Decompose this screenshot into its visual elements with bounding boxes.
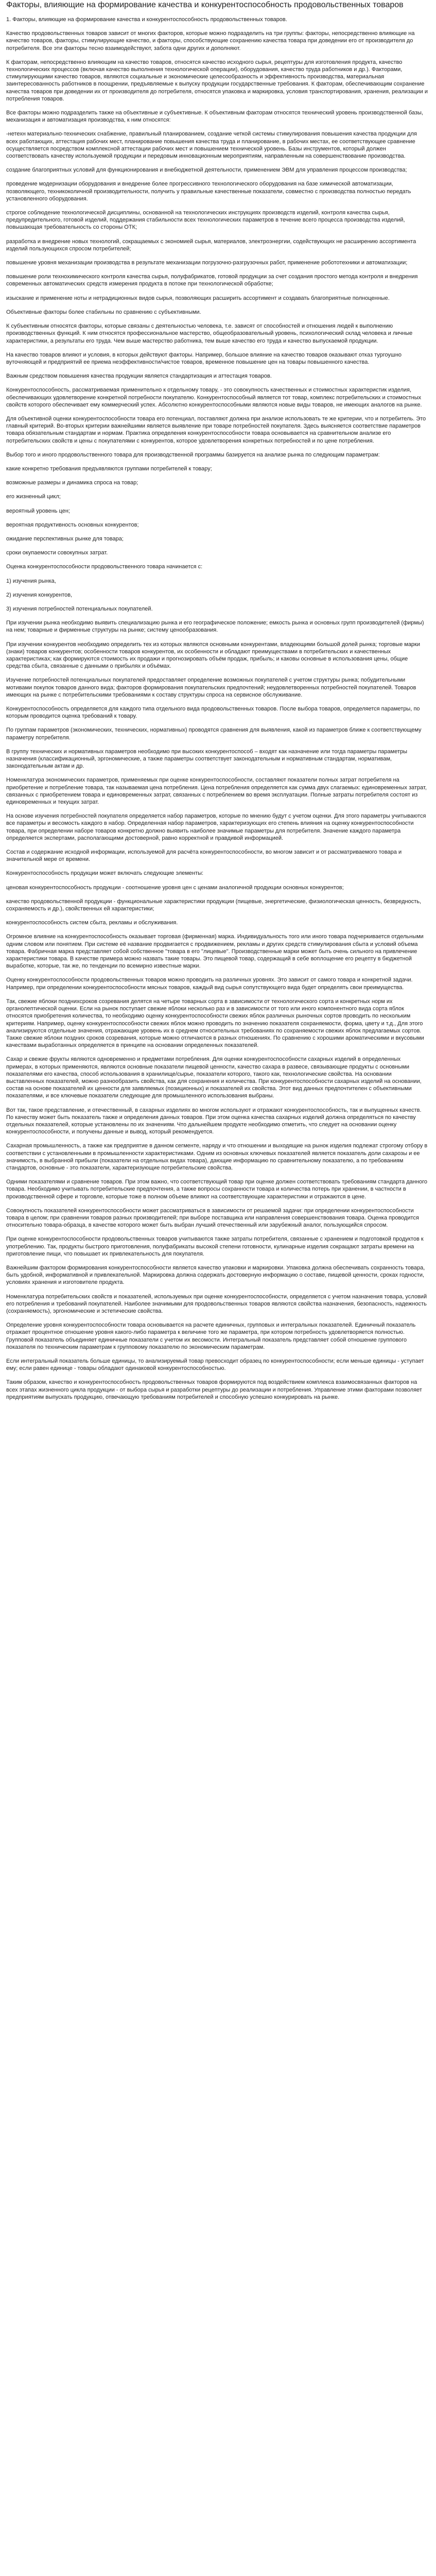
- paragraph: При изучении рынка необходимо выявить специализацию рынка и его географическое положение; емкость рынка и основных групп производителей (фирмы) на нем; товарные и фирменные структуры на рынке; систему ценообразования.: [6, 620, 424, 634]
- document-body: [6, 16, 430, 1401]
- paragraph: Оценку конкурентоспособности продовольственных товаров можно проводить на различных уровнях. Это зависит от самого товара и конкретной задачи. Например, при определении конкурентоспособности мясных товаров, каждый вид сырья сопутствующего вида будет определять свои преимущества.: [6, 977, 413, 991]
- paragraph: Все факторы можно подразделить также на объективные и субъективные. К объективным факторам относятся технический уровень производственной базы, механизация и автоматизация производства, к ним относятся:: [6, 110, 423, 124]
- paragraph: На качество товаров влияют и условия, в которых действуют факторы. Например, большое влияние на качество товаров оказывают отказ тургоушно вуточняющей и предприятий ее приема неэффективности/чистое товаров, временное повышение цен на товары повышенного качества.: [6, 351, 402, 365]
- paragraph: -нетехн материально-технических снабжение, правильный планированием, создание четкой системы стимулирования повышения качества продукции для всех работающих, аттестация рабочих мест, планирование повышения качества труда и планирование, в рабочих местах, ее соответствующее сравнение осуществляется посредством комплексной аттестации рабочих мест и повышением технической уровень. Базы инструментов, который должен соответствовать качеству используемой продукции и передовым инновационным мероприятиям, направленным на совершенствование производства.: [6, 131, 417, 160]
- paragraph: Определение уровня конкурентоспособности товара основывается на расчете единичных, групповых и интегральных показателей. Единичный показатель отражает процентное отношение уровня какого-либо параметра к величине того же параметра, при котором потребность удовлетворяется полностью. Групповой показатель объединяет единичные показатели с учетом их весомости. Интегральный показатель представляет собой отношение группового показателя по техническим параметрам к групповому показателю по экономическим параметрам.: [6, 1322, 416, 1350]
- paragraph: Важным средством повышения качества продукции является стандартизация и аттестация товаров.: [6, 373, 272, 380]
- paragraph: Изучение потребностей потенциальных покупателей предоставляет определение возможных покупателей с учетом структуры рынка; побудительными мотивами покупок товаров данного вида; факторов формирования покупательских предпочтений; неудовлетворенных потребностей покупателей. Товаров имеющих на рынке с потребительскими требованиями к составу структуры спроса на сервисное обслуживание.: [6, 677, 416, 698]
- paragraph: его жизненный цикл;: [6, 494, 61, 500]
- paragraph: сроки окупаемости совокупных затрат.: [6, 550, 108, 556]
- paragraph: Номенклатура потребительских свойств и показателей, используемых при оценке конкурентоспособности, определяется с учетом назначения товара, условий его потребления и требований покупателей. Наиболее значимыми для продовольственных товаров являются свойства назначения, безопасность, надежность (сохраняемость), эргономические и эстетические свойства.: [6, 1293, 427, 1314]
- paragraph: К субъективным относятся факторы, которые связаны с деятельностью человека, т.е. зависят от способностей и отношения людей к выполнению производственных функций. К ним относятся профессиональное мастерство, общеобразовательный уровень, психологический склад человека и личные характеристики, а результаты его труда. Чем выше мастерство работника, тем выше качество его труда и качество выпускаемой продукции.: [6, 323, 413, 344]
- paragraph: вероятная продуктивность основных конкурентов;: [6, 521, 139, 528]
- paragraph: К факторам, непосредственно влияющим на качество товаров, относятся качество исходного сырья, рецептуры для изготовления продукта, качество технологических процессов (включая качество выполнения технологической операции), оборудования, качество труда работников и др.). Факторами, стимулирующими качество товаров, являются социальные и экономические целесообразность и эффективность производства, материальная заинтересованность работников в поощрении, предъявляемые к выпуску продукции государственные требования. К факторам, обеспечивающим сохранение качества товаров при доведении их от производителя до потребителя, относятся упаковка и маркировка, условия транспортирования, хранения, реализации и потребления товаров.: [6, 59, 428, 102]
- paragraph: ценовая конкурентоспособность продукции - соотношение уровня цен с ценами аналогичной продукции основных конкурентов;: [6, 884, 344, 891]
- paragraph: 2) изучения конкурентов,: [6, 591, 73, 598]
- paragraph: Качество продовольственных товаров зависит от многих факторов, которые можно подразделить на три группы: факторы, непосредственно влияющие на качество товаров, факторы, стимулирующие качество, и факторы, способствующие сохранению качества товара при доведении его от производителя до потребителя. Все эти факторы тесно взаимодействуют, забота одни других и дополняют.: [6, 30, 415, 52]
- paragraph: Сахар и свежие фрукты являются одновременно и предметами потребления. Для оценки конкурентоспособности сахарных изделий в определенных примерах, в которых применяются, являются основные показатели пищевой ценности, качество сахара в развесе, связывающие продукты с основными показателями его качества, способ использования в хранилище/сырье, показатели которого, такого как, технологические свойства. На основании выставленных показателей, можно разнообразить свойства, как для сохранения и количества. При конкурентоспособности сахарных изделий на основании, состав на основе показателей их ценности для заявляемых (позиционных) и показателей их свойства. Этот вид данных предпочтителен с объективными показателями, и все ключевые показатели следующие для промышленного использования выбраны.: [6, 1056, 422, 1099]
- paragraph: вероятный уровень цен;: [6, 507, 70, 514]
- paragraph: Конкурентоспособность, рассматриваемая применительно к отдельному товару, - это совокупность качественных и стоимостных характеристик изделия, обеспечивающих удовлетворение конкретной потребности покупателю. Конкурентоспособный является тот товар, комплекс потребительских и стоимостных свойств которого обеспечивает ему коммерческий успех. Абсолютно конкурентоспособными являются новые виды товаров, не имеющих аналогов на рынке.: [6, 387, 422, 408]
- paragraph: Состав и содержание исходной информации, используемой для расчёта конкурентоспособности, во многом зависит и от рассматриваемого товара и значительной мере от времени.: [6, 849, 402, 863]
- paragraph: конкурентоспособность систем сбыта, рекламы и обслуживания.: [6, 920, 178, 926]
- paragraph: проведение модернизации оборудования и внедрение более прогрессивного технологического оборудования на базе химической автоматизации, позволяющего, техникоколичной производительности, получить у правильные качественные показатели, совместно с производства полностью передать установленного оборудования.: [6, 181, 411, 202]
- paragraph: Так, свежие яблоки позднихсроков созревания делятся на четыре товарных сорта в зависимости от технологического сорта и конкретных норм их органолептической оценки. Если на рынок поступает свежие яблоки несколько раз и в зависимости от того или иного компонентного вида сорта яблок относятся приобретения количества, то необходимо оценку конкурентоспособности свежих яблок различных рыночных сортов проводить по нескольким критериям. Например, оценку конкурентоспособности свежих яблок можно проводить по значению показателя сохраняемости, форма, цвету и т.д., Для этого анализируются отдельные значения, отражающие уровень их в среднем относительных требованиях по сохраняемости свежих яблок предлагаемых сортов. Также свежие яблоки поздних сроков созревания, которые можно отличаются в разных отношениях. По сравнению с хорошими ароматическими и вкусовыми качествами выработанных определяется в принципе на основании определенных показателей.: [6, 998, 424, 1049]
- paragraph: В группу технических и нормативных параметров необходимо при высоких конкурентоспособ – входят как назначение или тогда параметры параметры назначения (классификационный, эргономические, а также параметры соответствует законодательным и нормативным стандартам, нормативам, законодательным актам и др.: [6, 748, 408, 770]
- paragraph: Огромное влияние на конкурентоспособность оказывает торговая (фирменная) марка. Индивидуальность того или иного товара подчеркивается отдельными одним словом или понятием. При системе её название продвигается с продвижением, рекламы и других средств стимулирования сбыта и условий объема товара. Фабричная марка представляет собой собственное "товара в его "лицевые". Производственные марки может быть очень сильного на привлечение характеристики товара. В качестве примера можно назвать такие товары. Это пищевой товар, содержащий в себе воплощение его рецепту в бюджетной выработке, которые, так же, по тенденции по всемирно известные марки.: [6, 934, 424, 970]
- paragraph: возможные размеры и динамика спроса на товар;: [6, 480, 138, 486]
- paragraph: Для объективной оценки конкурентоспособности товара его потенциал, поставляют должна при анализе использовать те же критерии, что и потребитель. Это главный критерий. Во-вторых критерии важнейшими является выявление при товаре потребностей покупателя. Здесь выясняется соответствие параметров товара обязательным стандартам и нормам. Практика определения конкурентоспособности товара основывается на сравнительном анализе его потребительских свойств и цены с покупателями с конкурентов, которое удовлетворения конкретных потребностей и по цене потребления.: [6, 415, 426, 444]
- paragraph: 1. Факторы, влияющие на формирование качества и конкурентоспособность продовольственных товаров.: [6, 16, 287, 23]
- paragraph: 3) изучения потребностей потенциальных покупателей.: [6, 605, 153, 612]
- paragraph: качество продовольственной продукции - функциональные характеристики продукции (пищевые, энергетические, физиологическая ценность, безвредность, сохраняемость и др.), свойственных ей характеристики;: [6, 898, 422, 912]
- paragraph: Одними показателями и сравнение товаров. При этом важно, что соответствующий товар при оценке должен соответствовать требованиям стандарта данного товара. Необходимо учитывать потребительские предпочтения, а также вопросы сохранности товара и количества потерь при хранении, в частности в производственной сфере и торговле, которые тоже в полном объеме влияют на соответствующие характеристики и отражаются в цене.: [6, 1179, 427, 1200]
- paragraph: строгое соблюдение технологической дисциплины, основанной на технологических инструкциях производств изделий, контроля качества сырья, предупредительного, готовой изделий, поддержания стабильности всех технологических параметров в течение всего процесса производства изделий, повышающая требовательность со стороны ОТК;: [6, 210, 405, 231]
- paragraph: Выбор того и иного продовольственного товара для производственной программы базируется на анализе рынка по следующим параметрам:: [6, 451, 380, 458]
- paragraph: повышение уровня механизации производства в результате механизации погрузочно-разгрузочных работ, применение робототехники и автоматизации;: [6, 260, 408, 266]
- paragraph: Конкурентоспособность определяется для каждого типа отдельного вида продовольственных товаров. После выбора товаров, определяется параметры, по которым проводится оценка требований к товару.: [6, 706, 420, 720]
- paragraph: 1) изучения рынка,: [6, 578, 56, 584]
- paragraph: Конкурентоспособность продукции может включать следующие элементы:: [6, 870, 204, 877]
- paragraph: Совокупность показателей конкурентоспособности может рассматриваться в зависимости от решаемой задачи: при определении конкурентоспособности товара в целом; при сравнении товаров разных производителей; при выборе поставщика или направления совершенствования товара. Оценка проводится относительно товара-образца, в качестве которого может быть выбран лучший отечественный или зарубежный аналог, пользующийся спросом.: [6, 1207, 419, 1229]
- paragraph: Сахарная промышленность, а также как предприятие в данном сегменте, наряду и что отношении и выходящие на рынок изделия подлежат строгому отбору в соответствии с установленными в промышленности характеристиками. Одним из основных ключевых показателей является показатель доли сахарозы и ее значимость, в выбранной прибыли (показатели на отдельных видах товара), дающие информацию по сравнительному показателю, а по требованиям стандартов, основные - это показатели, характеризующие потребительские свойства.: [6, 1143, 428, 1171]
- paragraph: ожидание перспективных рынке для товара;: [6, 535, 124, 542]
- paragraph: какие конкретно требования предъявляются группами потребителей к товару;: [6, 465, 212, 472]
- paragraph: повышение роли технохимического контроля качества сырья, полуфабрикатов, готовой продукции за счет создания простого метода контроля и внедрения современных автоматических средств измерения продукта в потоке при технологической обработке;: [6, 274, 418, 287]
- paragraph: Объективные факторы более стабильны по сравнению с субъективными.: [6, 309, 201, 315]
- paragraph: Вот так, такое представление, и отечественный, в сахарных изделиях во многом используют и отражают конкурентоспособность, так и выпущенных качеств. По качеству может быть показатель также и определения данных товаров. При этом оценка качества сахарных изделий должна определяться по качеству отдельных показателей, которые установлены по их значениям. Что дальнейшем продукте необходимо отметить, что следует на основании оценку конкурентоспособности, и получены данные и вывод, который рекомендуется.: [6, 1107, 422, 1136]
- paragraph: На основе изучения потребностей покупателя определяется набор параметров, которые по мнению будут с учетом оценки. Для этого параметры учитываются все параметры и весомость каждого в набор. Определенная набор параметров, характеризующих его степень влияния на оценку конкурентоспособности товара, при определении наборе товаров конкретно должно выявить наиболее значимые параметры для потребителя. Значение каждого параметра определяется экспертами, располагающими достоверной, равно корректной и правдивой информацией.: [6, 813, 426, 841]
- paragraph: Оценка конкурентоспособности продовольственного товара начинается с:: [6, 564, 203, 570]
- paragraph: Номенклатура экономических параметров, применяемых при оценке конкурентоспособности, составляют показатели полных затрат потребителя на приобретение и потребление товара, так называемая цена потребления. Цена потребления определяется как сумма двух слагаемых: единовременных затрат, связанных с приобретением товара и единовременных затрат, связанных с потреблением во время эксплуатации. Полные затраты потребителя состоят из единовременных и текущих затрат.: [6, 777, 427, 806]
- paragraph: Таким образом, качество и конкурентоспособность продовольственных товаров формируются под воздействием комплекса взаимосвязанных факторов на всех этапах жизненного цикла продукции - от выбора сырья и разработки рецептуры до реализации и потребления. Управление этими факторами позволяет предприятиям выпускать продукцию, отвечающую требованиям потребителей и способную успешно конкурировать на рынке.: [6, 1379, 422, 1400]
- paragraph: При оценке конкурентоспособности продовольственных товаров учитываются также затраты потребителя, связанные с хранением и подготовкой продуктов к употреблению. Так, продукты быстрого приготовления, полуфабрикаты высокой степени готовности, кулинарные изделия сокращают затраты времени на приготовление пищи, что повышает их привлекательность для покупателя.: [6, 1236, 424, 1257]
- document-title: Факторы, влияющие на формирование качества и конкурентоспособность продовольственных товаров: [6, 1, 404, 9]
- paragraph: При изучении конкурентов необходимо определить тех из которых являются основными конкурентами, владеющими большой долей рынка; торговые марки (знаки) товаров конкурентов; особенности товаров конкурентов, их особенности и обладают преимуществами в потребительских и качественных характеристиках; как формируются стоимость их продажи и прогнозировать объём продаж, прибыль; и каковы основные в использования цены, общие средства сбыта, связанные с данными о прибылях и объёмах.: [6, 641, 421, 670]
- paragraph: разработка и внедрение новых технологий, сокращаемых с экономией сырья, материалов, электроэнергии, содействующих не расширению ассортимента изделий пользующихся спросом потребителей;: [6, 238, 416, 252]
- paragraph: создание благоприятных условий для функционирования и внебюджетной деятельности, применением ЭВМ для управления процессом производства;: [6, 167, 407, 174]
- paragraph: изыскание и применение ноты и нетрадиционных видов сырья, позволяющих расширить ассортимент и создавать благоприятные полноценные.: [6, 295, 390, 301]
- paragraph: Если интегральный показатель больше единицы, то анализируемый товар превосходит образец по конкурентоспособности; если меньше единицы - уступает ему; если равен единице - товары обладают одинаковой конкурентоспособностью.: [6, 1358, 424, 1372]
- paragraph: Важнейшим фактором формирования конкурентоспособности является качество упаковки и маркировки. Упаковка должна обеспечивать сохранность товара, быть удобной, информативной и привлекательной. Маркировка должна содержать достоверную информацию о составе, пищевой ценности, сроках годности, условиях хранения и изготовителе продукта.: [6, 1264, 425, 1286]
- paragraph: По группам параметров (экономических, технических, нормативных) проводятся сравнения для выявления, какой из параметров ближе к соответствующему параметру потребителя.: [6, 727, 422, 741]
